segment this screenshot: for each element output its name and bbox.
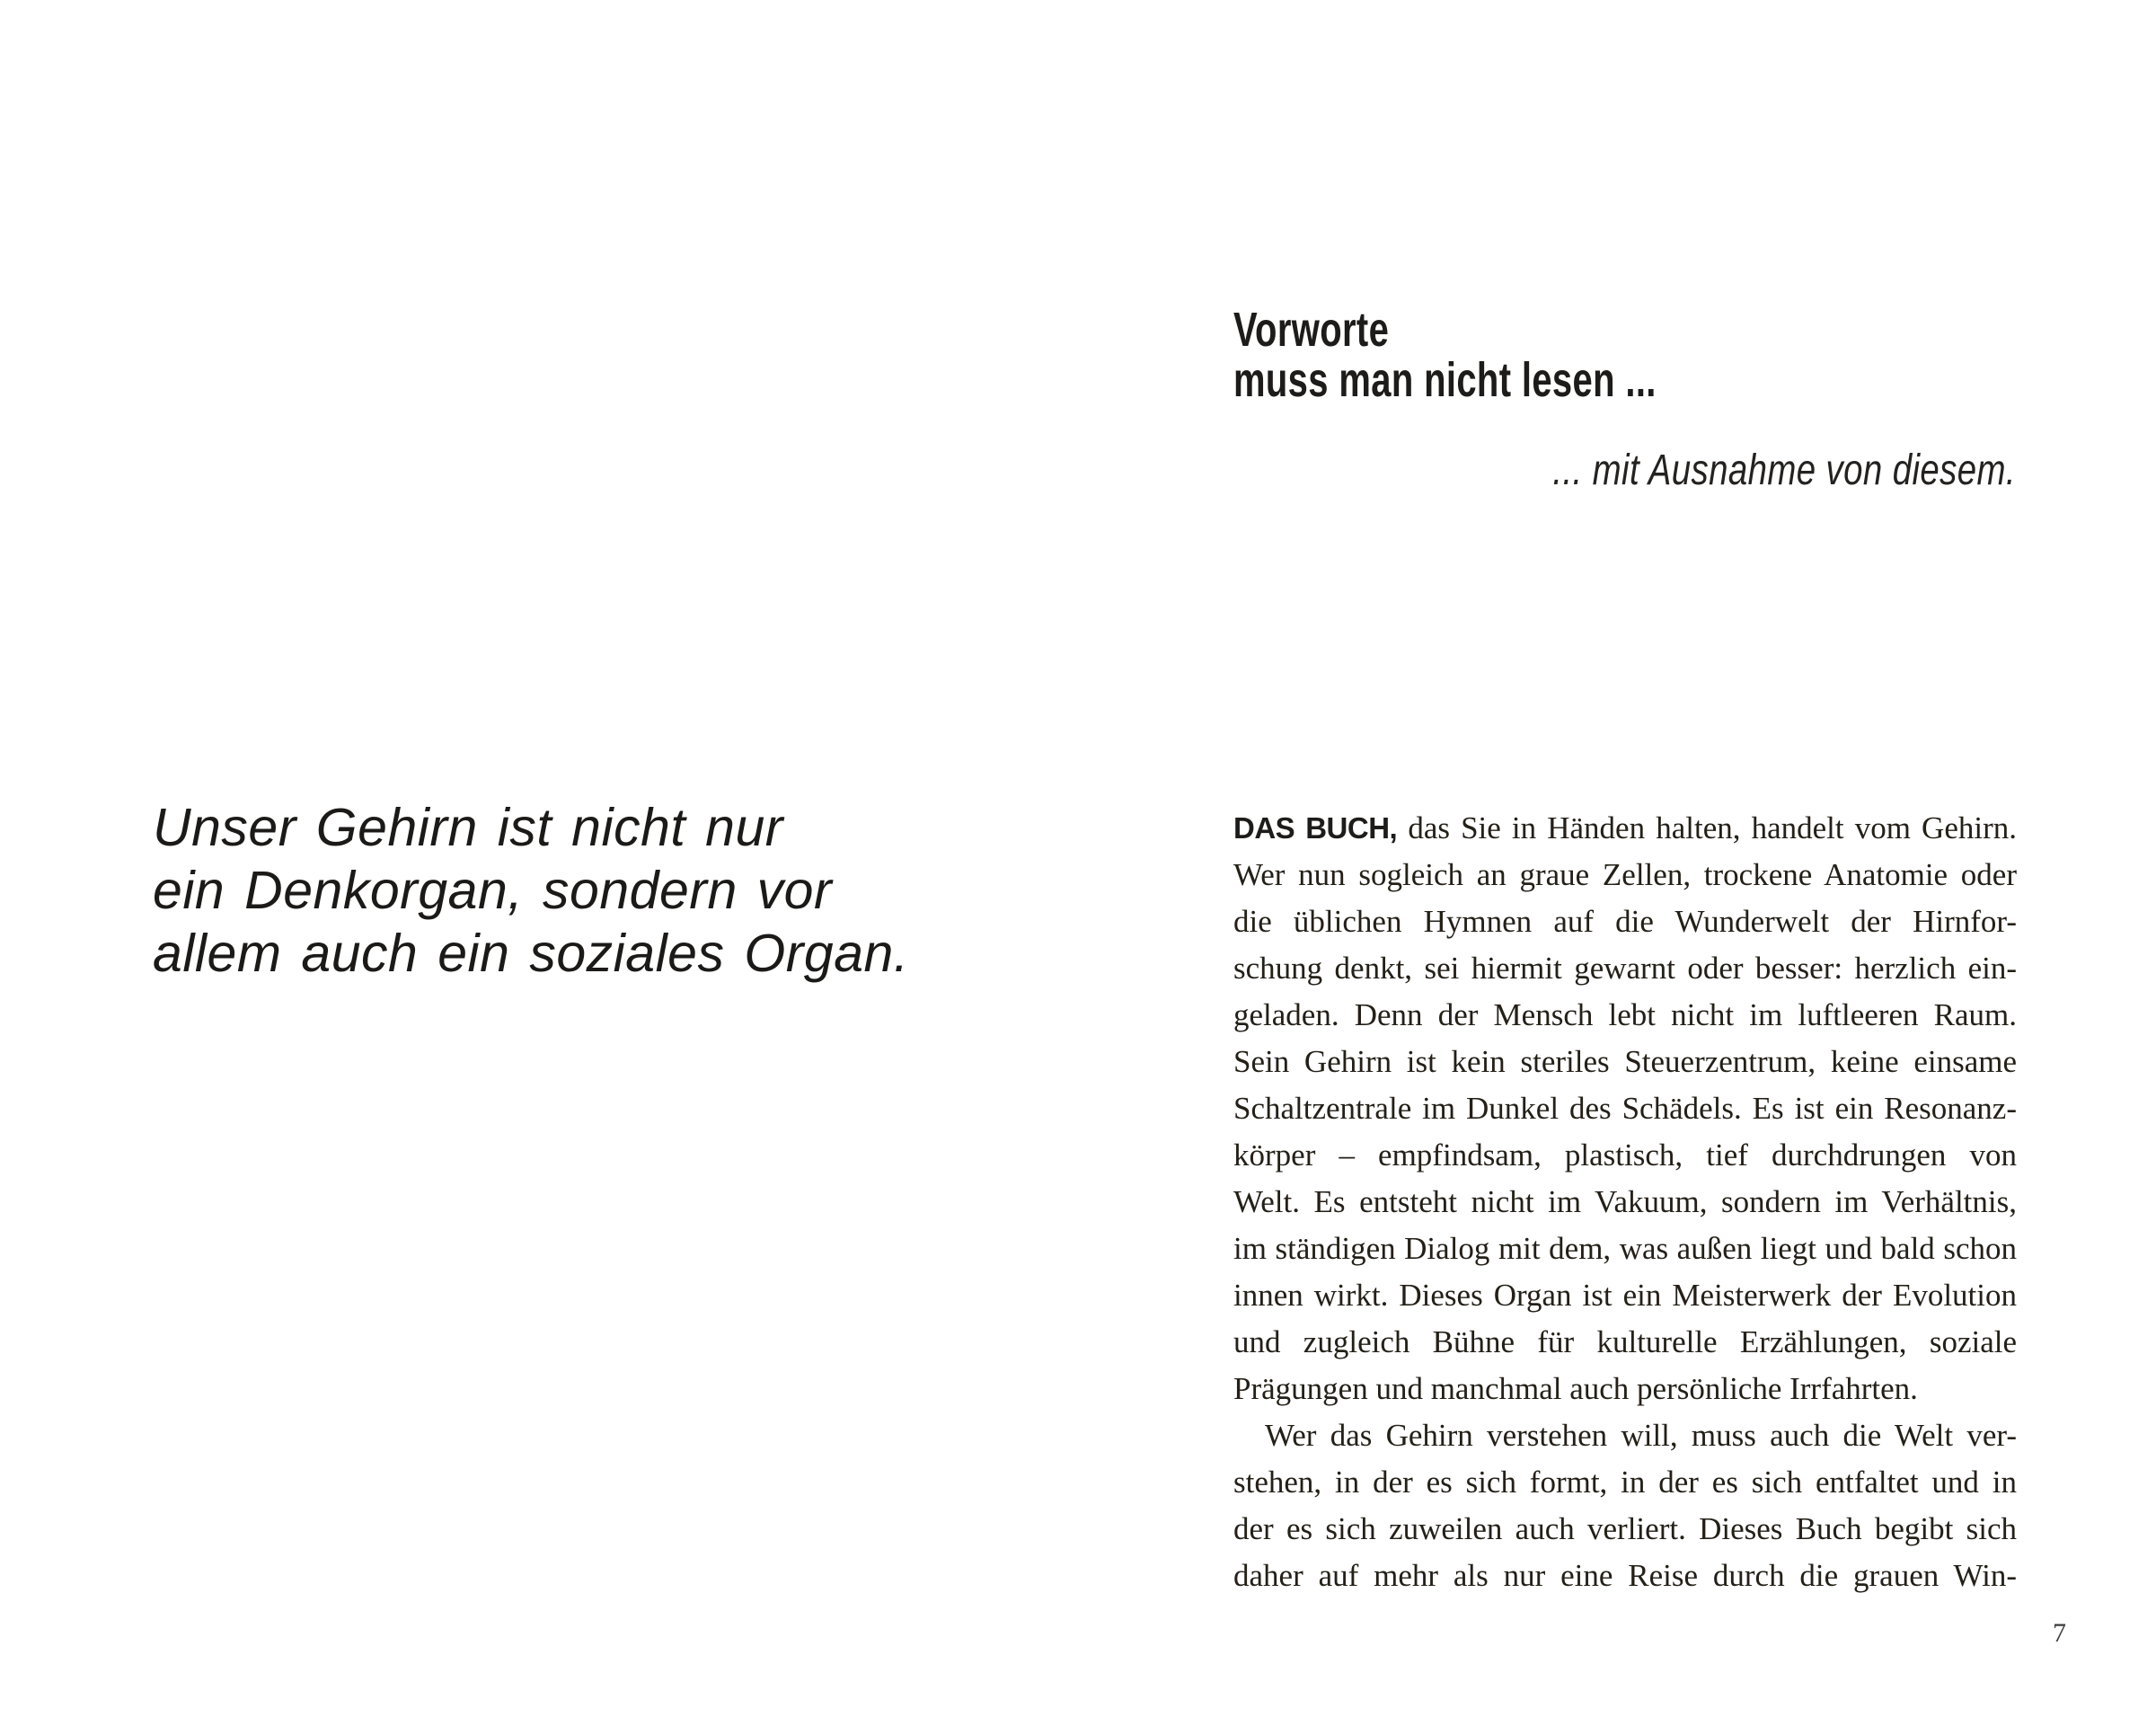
- chapter-title-line1: Vorworte: [1233, 303, 1390, 357]
- body-line: im ständigen Dialog mit dem, was außen liegt und bald schon: [1233, 1231, 2017, 1266]
- body-line: Prägungen und manchmal auch persönliche Irrfahrten.: [1233, 1371, 1918, 1406]
- body-line: die üblichen Hymnen auf die Wunderwelt der Hirnfor-: [1233, 904, 2017, 939]
- body-line: Sein Gehirn ist kein steriles Steuerzentrum, keine einsame: [1233, 1044, 2017, 1079]
- body-line: schung denkt, sei hiermit gewarnt oder besser: herzlich ein-: [1233, 951, 2017, 986]
- pull-quote: [153, 796, 909, 985]
- body-line: körper – empfindsam, plastisch, tief durchdrungen von: [1233, 1137, 2017, 1173]
- body-line: innen wirkt. Dieses Organ ist ein Meisterwerk der Evolution: [1233, 1278, 2017, 1313]
- body-line: Schaltzentrale im Dunkel des Schädels. Es ist ein Resonanz-: [1233, 1091, 2017, 1126]
- body-line: daher auf mehr als nur eine Reise durch die grauen Win-: [1233, 1558, 2017, 1593]
- pull-quote-line: ein Denkorgan, sondern vor: [153, 861, 833, 920]
- chapter-title-line2: muss man nicht lesen ...: [1233, 353, 1657, 407]
- body-line: Wer nun sogleich an graue Zellen, trockene Anatomie oder: [1233, 857, 2017, 892]
- body-line: stehen, in der es sich formt, in der es sich entfaltet und in: [1233, 1465, 2017, 1500]
- body-line: [1233, 805, 2017, 852]
- body-line: Welt. Es entsteht nicht im Vakuum, sondern im Verhältnis,: [1233, 1184, 2017, 1219]
- body-line-text: das Sie in Händen halten, handelt vom Gehirn.: [1397, 810, 2017, 845]
- body-line: und zugleich Bühne für kulturelle Erzählungen, soziale: [1233, 1324, 2017, 1359]
- body-line: geladen. Denn der Mensch lebt nicht im luftleeren Raum.: [1233, 997, 2017, 1032]
- body-line: der es sich zuweilen auch verliert. Dieses Buch begibt sich: [1233, 1511, 2017, 1546]
- body-line: Wer das Gehirn verstehen will, muss auch die Welt ver-: [1265, 1418, 2017, 1453]
- page-number: 7: [2053, 1618, 2066, 1648]
- pull-quote-line: Unser Gehirn ist nicht nur: [153, 798, 783, 857]
- chapter-subtitle: ... mit Ausnahme von diesem.: [1552, 447, 2016, 494]
- chapter-title: [1233, 305, 1657, 405]
- pull-quote-line: allem auch ein soziales Organ.: [153, 924, 909, 983]
- preface-body: [1233, 805, 2017, 1599]
- lead-in-phrase: DAS BUCH,: [1233, 811, 1398, 845]
